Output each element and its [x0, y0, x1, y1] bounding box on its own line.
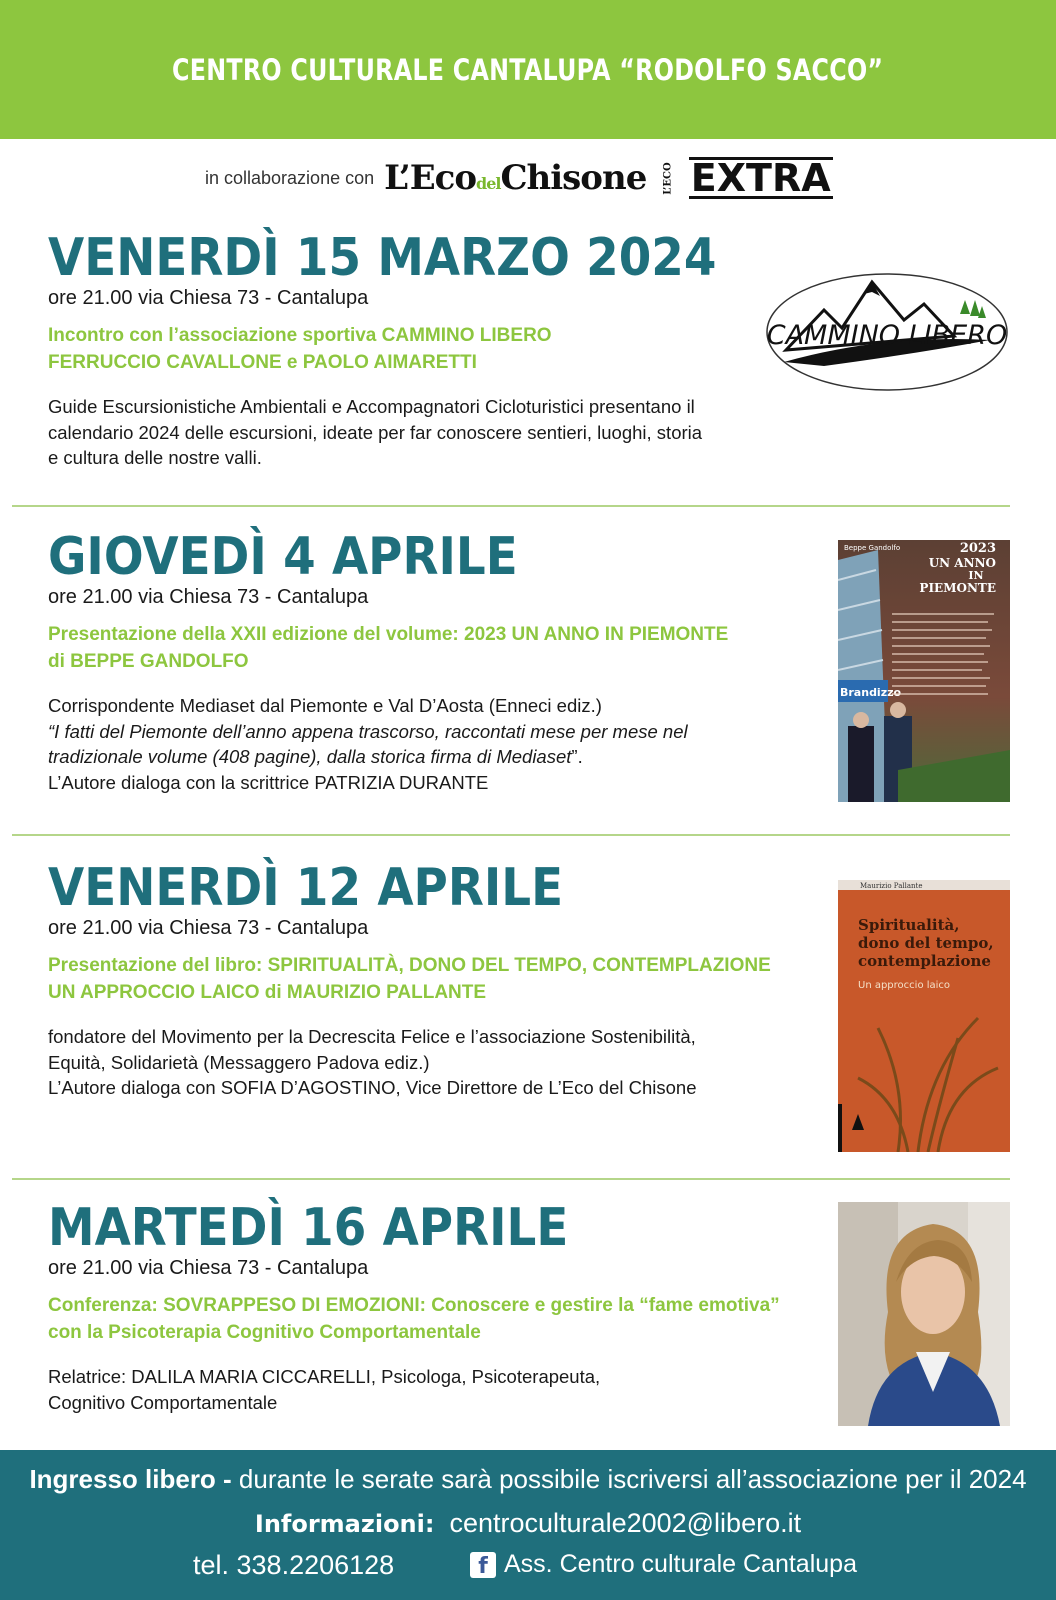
book-author: Maurizio Pallante [860, 882, 923, 890]
event-2 [48, 527, 748, 795]
divider [12, 1178, 1010, 1180]
event-4 [48, 1198, 780, 1415]
book-author: Beppe Gandolfo [844, 544, 901, 552]
collaboration-bar [205, 158, 833, 198]
book-cover-spiritualita [838, 868, 1010, 1152]
divider [12, 505, 1010, 507]
svg-text:contemplazione: contemplazione [858, 952, 991, 970]
event-location: ore 21.00 via Chiesa 73 - Cantalupa [48, 1257, 369, 1279]
book-cover-un-anno-in-piemonte [838, 540, 1010, 802]
cammino-libero-logo [764, 270, 1010, 394]
event-title: Incontro con l’associazione sportiva CAMMINO LIBERO FERRUCCIO CAVALLONE e PAOLO AIMARETTI [48, 325, 552, 373]
svg-text:IN: IN [968, 569, 984, 582]
footer-phone: tel. 338.2206128 [193, 1550, 395, 1580]
header-band [0, 0, 1056, 139]
book-sign-text: Brandizzo [840, 686, 902, 699]
event-1 [48, 228, 748, 471]
eco-logo-separator: L’ECO [663, 161, 675, 195]
divider [12, 834, 1010, 836]
event-date: MARTEDÌ 16 APRILE [48, 1198, 569, 1258]
event-location: ore 21.00 via Chiesa 73 - Cantalupa [48, 586, 369, 608]
event-title: Presentazione della XXII edizione del volume: 2023 UN ANNO IN PIEMONTE di BEPPE GANDOLFO [48, 624, 729, 672]
svg-text:Spiritualità,: Spiritualità, [858, 916, 960, 934]
footer-band [0, 1450, 1056, 1600]
event-title: Conferenza: SOVRAPPESO DI EMOZIONI: Conoscere e gestire la “fame emotiva” con la Psicoterapia Cognitivo Comportamentale [48, 1295, 780, 1343]
speaker-photo [838, 1202, 1010, 1426]
event-location: ore 21.00 via Chiesa 73 - Cantalupa [48, 917, 369, 939]
event-location: ore 21.00 via Chiesa 73 - Cantalupa [48, 287, 369, 309]
footer-entry-note: Ingresso libero - durante le serate sarà possibile iscriversi all’associazione per il 2024 [29, 1464, 1027, 1494]
collaboration-label: in collaborazione con [205, 167, 375, 188]
svg-text:dono del tempo,: dono del tempo, [858, 934, 994, 952]
event-title: Presentazione del libro: SPIRITUALITÀ, DONO DEL TEMPO, CONTEMPLAZIONE UN APPROCCIO LAICO di MAURIZIO PALLANTE [48, 955, 771, 1003]
cammino-libero-logo-text: CAMMINO LIBERO [766, 320, 1008, 351]
event-description: Relatrice: DALILA MARIA CICCARELLI, Psicologa, Psicoterapeuta, Cognitivo Comportamentale [48, 1366, 601, 1413]
email-link[interactable]: centroculturale2002@libero.it [449, 1508, 802, 1538]
event-date: VENERDÌ 15 MARZO 2024 [48, 228, 717, 288]
footer-info: Informazioni: centroculturale2002@libero.it [254, 1508, 802, 1538]
event-date: GIOVEDÌ 4 APRILE [48, 527, 518, 587]
event-3 [48, 858, 771, 1101]
event-description: Corrispondente Mediaset dal Piemonte e Val D’Aosta (Enneci ediz.) “I fatti del Piemonte dell’anno appena trascorso, raccontati mese per mese nel tradizionale volume (408 pagine), dalla storica firma di Mediaset”. L’Autore dialoga con la scrittrice PATRIZIA DURANTE [48, 695, 688, 793]
event-description: fondatore del Movimento per la Decrescita Felice e l’associazione Sostenibilità, Equità, Solidarietà (Messaggero Padova ediz.) L’Autore dialoga con SOFIA D’AGOSTINO, Vice Direttore de L’Eco del Chisone [48, 1026, 697, 1098]
footer-facebook[interactable]: f Ass. Centro culturale Cantalupa [470, 1550, 857, 1579]
facebook-icon: f [470, 1552, 496, 1578]
event-description: Guide Escursionistiche Ambientali e Accompagnatori Cicloturistici presentano il calendario 2024 delle escursioni, ideate per far conoscere sentieri, luoghi, storia e cultura delle nostre valli. [48, 396, 703, 468]
svg-text:UN ANNO: UN ANNO [928, 556, 996, 570]
book-year: 2023 [959, 541, 996, 556]
header-title: CENTRO CULTURALE CANTALUPA “RODOLFO SACCO” [172, 52, 884, 87]
extra-logo: EXTRA [690, 156, 831, 200]
eco-del-chisone-logo: L’EcodelChisone [384, 158, 647, 198]
svg-text:PIEMONTE: PIEMONTE [919, 581, 996, 595]
book-subtitle: Un approccio laico [858, 980, 951, 991]
event-date: VENERDÌ 12 APRILE [48, 858, 564, 918]
